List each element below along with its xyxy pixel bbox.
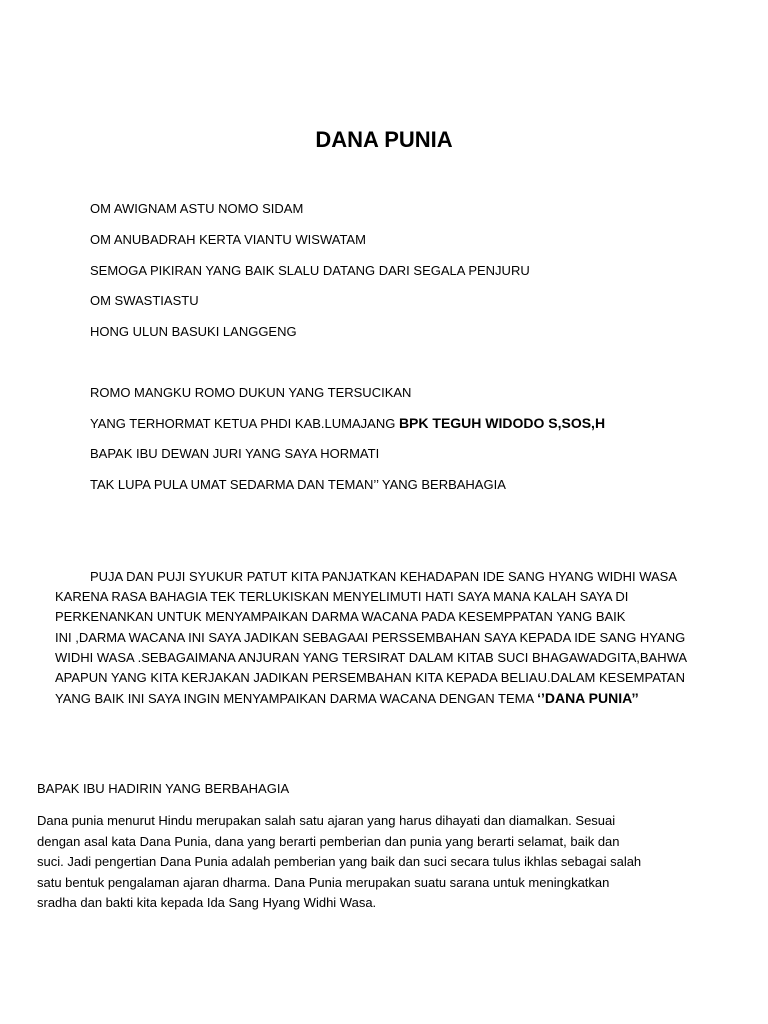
paragraph-line: suci. Jadi pengertian Dana Punia adalah pemberian yang baik dan suci secara tulus ikhlas sebagai salah <box>37 854 642 869</box>
body-paragraph <box>37 811 677 914</box>
paragraph-line: Dana punia menurut Hindu merupakan salah satu ajaran yang harus dihayati dan diamalkan. Sesuai <box>37 813 616 828</box>
greeting-line: OM ANUBADRAH KERTA VIANTU WISWATAM <box>90 232 366 247</box>
paragraph-line: dengan asal kata Dana Punia, dana yang berarti pemberian dan punia yang berarti selamat, baik dan <box>37 833 620 849</box>
paragraph-line: satu bentuk pengalaman ajaran dharma. Dana Punia merupakan suatu sarana untuk meningkatkan <box>37 874 610 890</box>
paragraph-line: PUJA DAN PUJI SYUKUR PATUT KITA PANJATKAN KEHADAPAN IDE SANG HYANG WIDHI WASA <box>90 569 678 584</box>
salutation-prefix: YANG TERHORMAT KETUA PHDI KAB.LUMAJANG <box>90 416 399 431</box>
greeting-line: OM AWIGNAM ASTU NOMO SIDAM <box>90 201 304 216</box>
paragraph-line: WIDHI WASA .SEBAGAIMANA ANJURAN YANG TERSIRAT DALAM KITAB SUCI BHAGAWADGITA,BAHWA <box>55 649 688 665</box>
salutation-line <box>90 414 605 433</box>
greeting-line: SEMOGA PIKIRAN YANG BAIK SLALU DATANG DARI SEGALA PENJURU <box>90 263 530 278</box>
paragraph-line: INI ,DARMA WACANA INI SAYA JADIKAN SEBAGAAI PERSSEMBAHAN SAYA KEPADA IDE SANG HYANG <box>55 629 686 645</box>
paragraph-line: PERKENANKAN UNTUK MENYAMPAIKAN DARMA WACANA PADA KESEMPPATAN YANG BAIK <box>55 609 626 625</box>
salutation-line: TAK LUPA PULA UMAT SEDARMA DAN TEMAN’’ YANG BERBAHAGIA <box>90 477 506 492</box>
greeting-line: HONG ULUN BASUKI LANGGENG <box>90 324 297 339</box>
greeting-line: OM SWASTIASTU <box>90 293 199 308</box>
paragraph-line: APAPUN YANG KITA KERJAKAN JADIKAN PERSEMBAHAN KITA KEPADA BELIAU.DALAM KESEMPATAN <box>55 670 685 686</box>
salutation-line: ROMO MANGKU ROMO DUKUN YANG TERSUCIKAN <box>90 385 412 400</box>
paragraph-line: sradha dan bakti kita kepada Ida Sang Hyang Widhi Wasa. <box>37 895 377 910</box>
paragraph-line: KARENA RASA BAHAGIA TEK TERLUKISKAN MENYELIMUTI HATI SAYA MANA KALAH SAYA DI <box>55 589 629 605</box>
intro-paragraph <box>55 567 688 709</box>
paragraph-last-line-text: YANG BAIK INI SAYA INGIN MENYAMPAIKAN DARMA WACANA DENGAN TEMA <box>55 691 538 707</box>
paragraph-line <box>55 688 685 709</box>
chairman-name: BPK TEGUH WIDODO S,SOS,H <box>398 415 606 431</box>
section-heading: BAPAK IBU HADIRIN YANG BERBAHAGIA <box>37 781 290 796</box>
salutation-line: BAPAK IBU DEWAN JURI YANG SAYA HORMATI <box>90 446 380 461</box>
speech-theme: ‘’DANA PUNIA’’ <box>537 690 639 707</box>
document-title: DANA PUNIA <box>315 127 453 152</box>
